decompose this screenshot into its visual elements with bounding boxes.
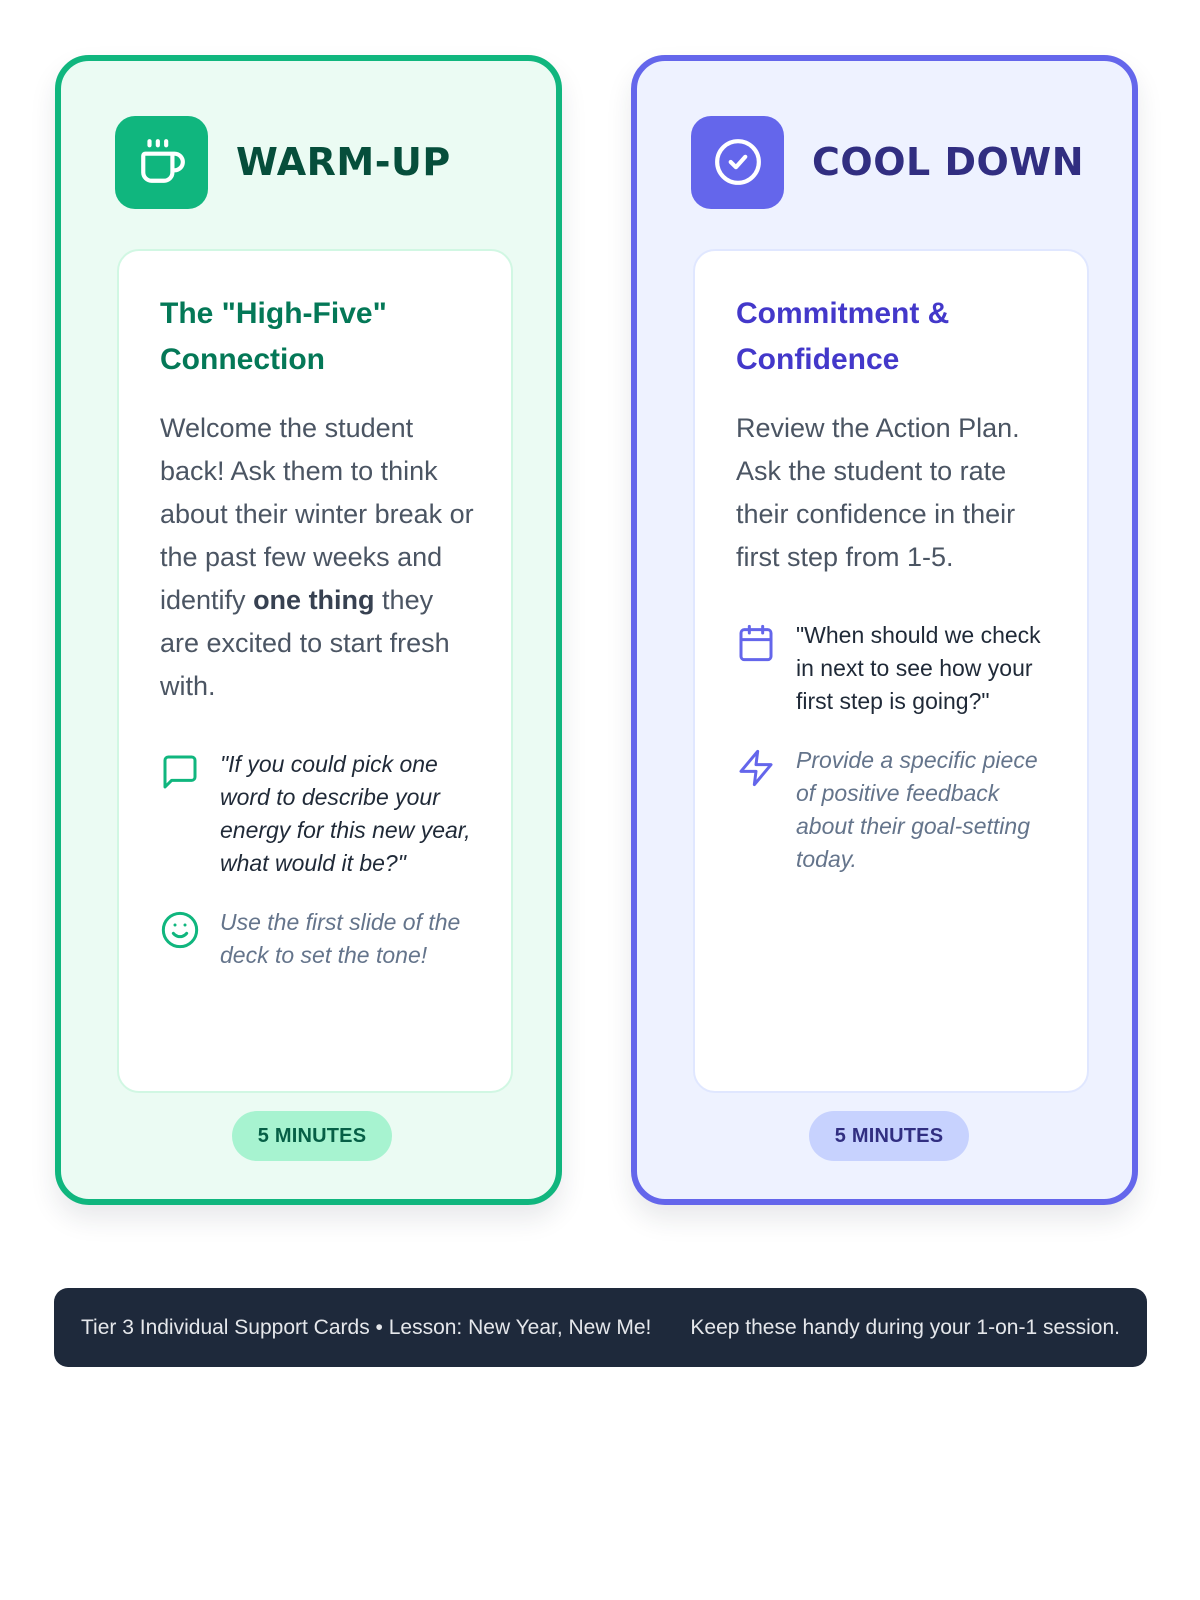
footer-bar — [54, 1288, 1147, 1367]
warm-up-question-text: "If you could pick one word to describe your energy for this new year, what would it be?" — [220, 751, 471, 876]
speech-bubble-icon — [160, 752, 200, 797]
cool-down-title: COOL DOWN — [812, 140, 1085, 184]
cool-down-tip-question — [736, 619, 1053, 718]
warm-up-description-emphasis: one thing — [253, 585, 375, 615]
warm-up-duration-badge: 5 MINUTES — [232, 1111, 392, 1161]
warm-up-note-text: Use the first slide of the deck to set the tone! — [220, 909, 461, 968]
footer-lesson-info: Tier 3 Individual Support Cards • Lesson: New Year, New Me! — [81, 1315, 652, 1339]
lightning-bolt-icon — [736, 748, 776, 793]
warm-up-description-end: they are excited to start fresh with. — [160, 585, 450, 701]
cool-down-description: Review the Action Plan. Ask the student to rate their confidence in their first step from 1-5. — [736, 413, 1020, 572]
warm-up-description-start: Welcome the student back! Ask them to think about their winter break or the past few weeks and identify — [160, 413, 474, 615]
warm-up-title: WARM-UP — [236, 140, 451, 184]
warm-up-tip-note — [160, 906, 477, 972]
footer-reminder: Keep these handy during your 1-on-1 session. — [690, 1315, 1120, 1339]
warm-up-heading: The "High-Five" Connection — [160, 297, 387, 376]
cool-down-question-text: "When should we check in next to see how your first step is going?" — [796, 622, 1041, 714]
calendar-icon — [736, 623, 776, 668]
cool-down-note-text: Provide a specific piece of positive feedback about their goal-setting today. — [796, 747, 1038, 872]
warm-up-description — [160, 407, 477, 708]
warm-up-tip-question — [160, 748, 477, 880]
cool-down-content — [693, 249, 1089, 1093]
warm-up-header — [115, 115, 451, 209]
smiley-face-icon — [160, 910, 200, 955]
cool-down-card — [631, 55, 1138, 1205]
cool-down-heading: Commitment & Confidence — [736, 297, 950, 376]
cool-down-header — [691, 115, 1084, 209]
cool-down-duration-badge: 5 MINUTES — [809, 1111, 969, 1161]
warm-up-card — [55, 55, 562, 1205]
check-circle-icon — [691, 116, 784, 209]
cool-down-tip-note — [736, 744, 1053, 876]
warm-up-content — [117, 249, 513, 1093]
coffee-cup-icon — [115, 116, 208, 209]
